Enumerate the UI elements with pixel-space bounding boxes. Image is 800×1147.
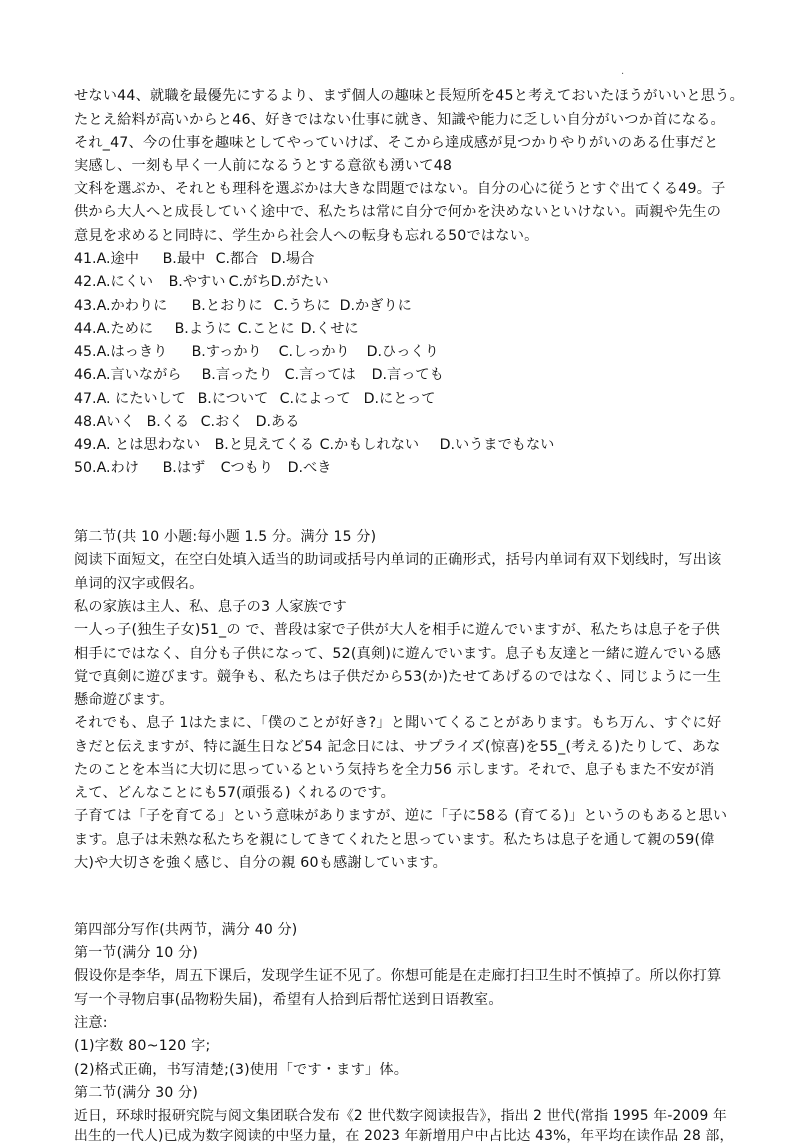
passage2-line: 一人っ子(独生子女)51_の で、普段は家で子供が大人を相手に遊んでいますが、私たちは息子を子供 [74, 622, 720, 638]
question-41-options: 41.A.途中 B.最中 C.都合 D.場合 [74, 251, 315, 267]
passage2-line: それでも、息子 1はたまに、「僕のことが好き?」と聞いてくることがあります。もち万ん、すぐに好 [74, 715, 722, 731]
question-50-options: 50.A.わけ B.はず Cつもり D.べき [74, 460, 332, 476]
passage2-line: 懸命遊びます。 [74, 692, 174, 708]
notice-label: 注意: [74, 1015, 108, 1031]
question-49-options: 49.A. とは思わない B.と見えてくる C.かもしれない D.いうまでもない [74, 437, 555, 453]
question-48-options: 48.Aいく B.くる C.おく D.ある [74, 414, 300, 430]
passage2-line: 覚で真剣に遊びます。競争も、私たちは子供だから53(か)たせてあげるのではなく、同じように一生 [74, 669, 722, 685]
question-44-options: 44.A.ために B.ように C.ことに D.くせに [74, 321, 359, 337]
passage1-line: 意見を求めると同時に、学生から社会人への転身も忘れる50ではない。 [74, 228, 539, 244]
passage2-line: 大)や大切さを強く感じ、自分の親 60も感謝しています。 [74, 855, 448, 871]
question-43-options: 43.A.かわりに B.とおりに C.うちに D.かぎりに [74, 298, 412, 314]
page-mark: . [621, 66, 625, 77]
section2-heading: 第二节(共 10 小题:每小题 1.5 分。满分 15 分) [74, 529, 377, 545]
passage2-title: 私の家族は主人、私、息子の3 人家族です [74, 599, 347, 615]
notice-item: (1)字数 80~120 字; [74, 1038, 211, 1054]
passage2-line: ます。息子は未熟な私たちを親にしてきてくれたと思っています。私たちは息子を通して親の59(偉 [74, 832, 715, 848]
writing-task-line: 写一个寻物启事(品物粉失届)，希望有人拾到后帮忙送到日语教室。 [74, 992, 503, 1008]
passage1-line: 文科を選ぶか、それとも理科を選ぶかは大きな問題ではない。自分の心に従うとすぐ出てくる49。子 [74, 181, 726, 197]
question-42-options: 42.A.にくい B.やすい C.がちD.がたい [74, 274, 329, 290]
part4-section1-heading: 第一节(满分 10 分) [74, 945, 199, 961]
passage1-line: せない44、就職を最優先にするより、まず個人の趣味と長短所を45と考えておいたほうがいいと思う。 [74, 88, 744, 104]
section2-prompt-line: 近日，环球时报研究院与阅文集团联合发布《2 世代数字阅读报告》，指出 2 世代(常指 1995 年-2009 年 [74, 1108, 728, 1124]
passage1-line: たとえ給料が高いからと46、好きではない仕事に就き、知識や能力に乏しい自分がいつか首になる。 [74, 112, 725, 128]
section2-instruction: 阅读下面短文，在空白处填入适当的助词或括号内单词的正确形式，括号内单词有双下划线时，写出该 [74, 552, 722, 568]
section2-prompt-line: 出生的一代人)已成为数字阅读的中坚力量，在 2023 年新增用户中占比达 43%，年平均在读作品 28 部， [74, 1128, 734, 1144]
question-47-options: 47.A. にたいして B.について C.によって D.にとって [74, 391, 436, 407]
passage2-line: えて、どんなことにも57(頑張る) くれるのです。 [74, 785, 395, 801]
passage1-line: 実感し、一刻も早く一人前になるうとする意欲も湧いて48 [74, 158, 453, 174]
passage1-line: 供から大人へと成長していく途中で、私たちは常に自分で何かを決めないといけない。両親や先生の [74, 204, 722, 220]
passage2-line: きだと伝えますが、特に誕生日など54 記念日には、サプライズ(惊喜)を55_(考える)たりして、あな [74, 739, 721, 755]
question-45-options: 45.A.はっきり B.すっかり C.しっかり D.ひっくり [74, 344, 439, 360]
question-46-options: 46.A.言いながら B.言ったり C.言っては D.言っても [74, 367, 444, 383]
passage2-line: 相手にではなく、自分も子供になって、52(真剣)に遊んでいます。息子も友達と一緒に遊んでいる感 [74, 646, 721, 662]
notice-item: (2)格式正确，书写清楚;(3)使用「です・ます」体。 [74, 1062, 409, 1078]
passage2-line: 子育ては「子を育てる」という意味がありますが、逆に「子に58る (育てる)」というのもあると思い [74, 808, 728, 824]
passage2-line: たのことを本当に大切に思っているという気持ちを全力56 示します。それで、息子もまた不安が消 [74, 762, 715, 778]
passage1-line: それ_47、今の仕事を趣味としてやっていけば、そこから達成感が見つかりやりがいのある仕事だと [74, 135, 719, 151]
part4-section2-heading: 第二节(满分 30 分) [74, 1085, 199, 1101]
part4-heading: 第四部分写作(共两节，满分 40 分) [74, 922, 298, 938]
section2-instruction: 单词的汉字或假名。 [74, 576, 204, 592]
writing-task-line: 假设你是李华，周五下课后，发现学生证不见了。你想可能是在走廊打扫卫生时不慎掉了。所以你打算 [74, 968, 722, 984]
